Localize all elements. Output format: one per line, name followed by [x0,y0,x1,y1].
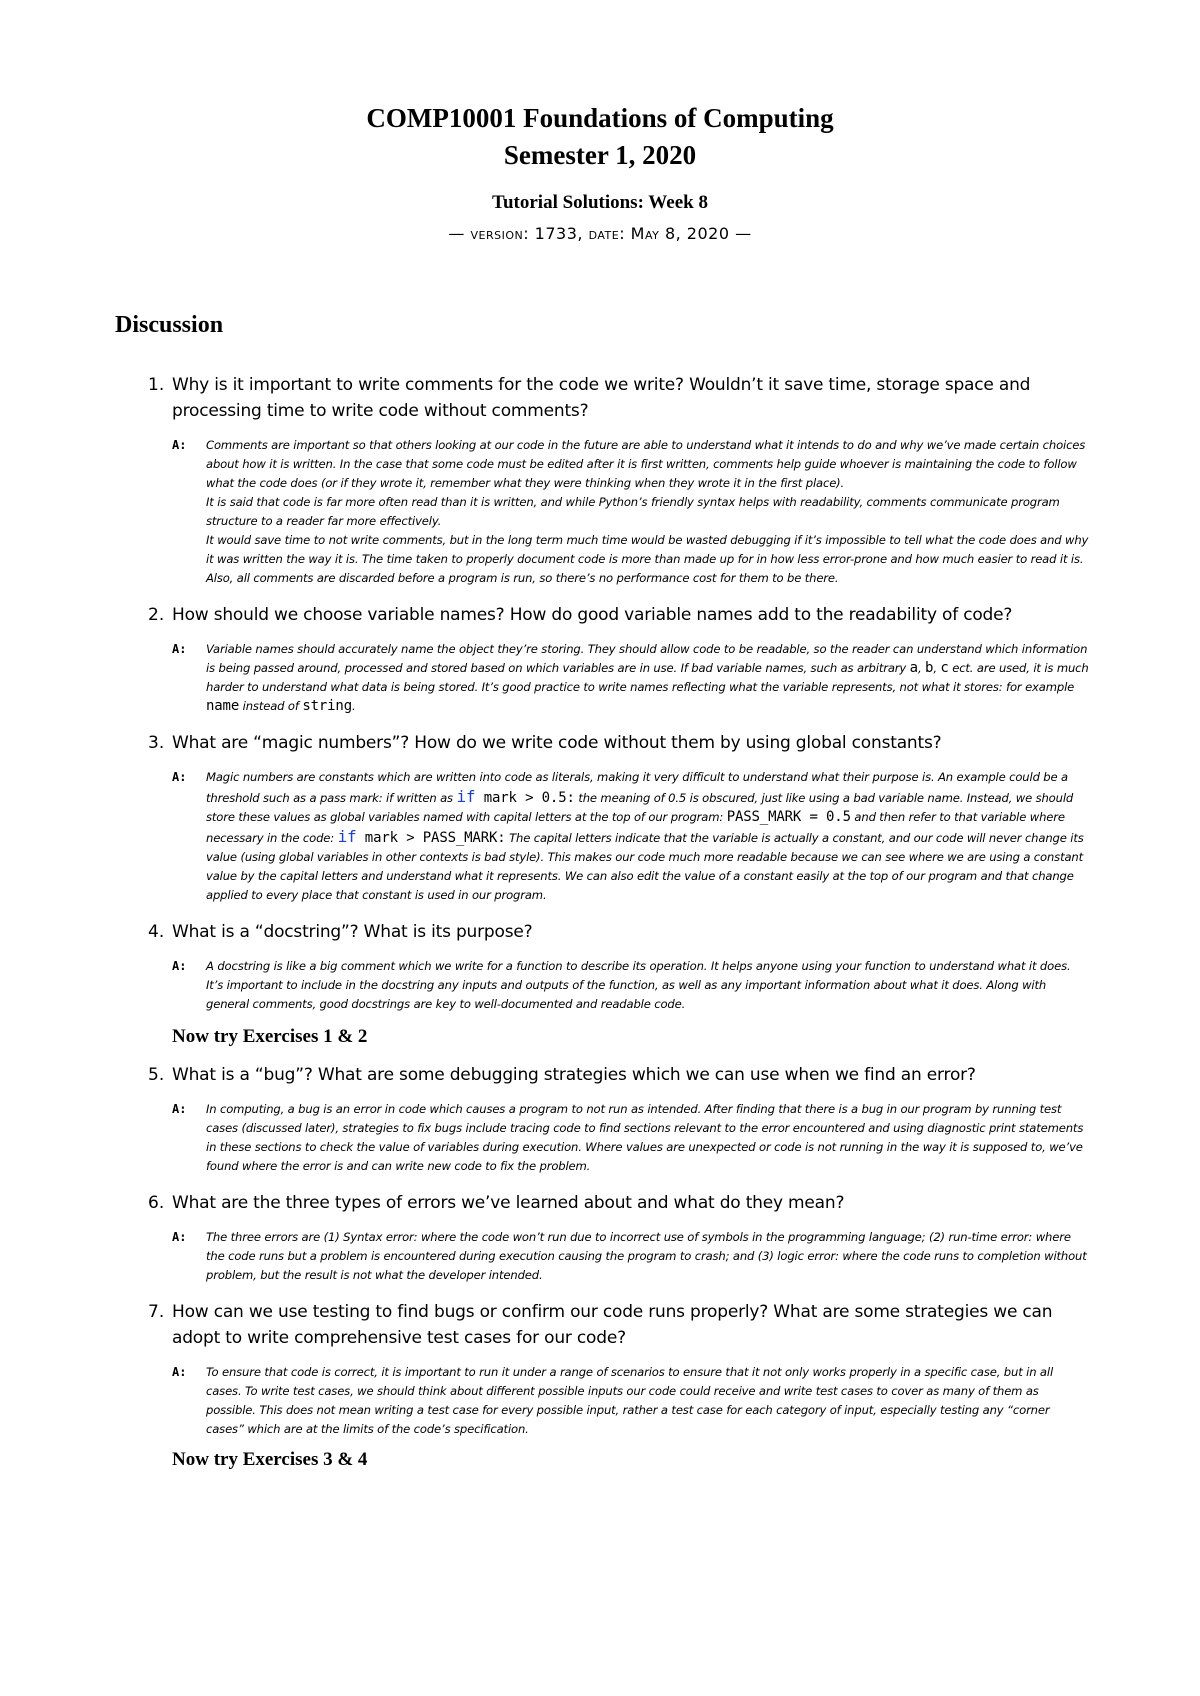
question-item [148,372,1090,588]
answer-span: instead of [239,699,303,713]
question-list [148,372,1090,1471]
answer-span: Variable names should accurately name the object they’re storing. They should allow code to be readable, so the reader can understand which information is being passed around, processed and stored based on which variables are in use. If bad variable names, such as arbitrary [206,642,1088,675]
question-item [148,1299,1090,1439]
answer-text [206,1363,1090,1439]
answer-paragraph: The three errors are (1) Syntax error: where the code won’t run due to incorrect use of symbols in the programming language; (2) run-time error: where the code runs but a problem is encountered during execution causing the program to crash; and (3) logic error: where the code runs to completion without problem, but the result is not what the developer intended. [206,1230,1087,1282]
document-header [0,100,1200,243]
answer-text [206,436,1090,588]
question-item [148,1062,1090,1176]
answer-block [172,768,1090,905]
answer-text [206,768,1090,905]
question-item [148,919,1090,1014]
answer-label: A: [172,1230,187,1244]
question-item [148,602,1090,716]
question-number: 7. [148,1302,165,1322]
answer-paragraph: It would save time to not write comments, but in the long term much time would be wasted debugging if it’s impossible to tell what the code does and why it was written the way it is. The time taken to properly document code is more than made up for in how less error-prone and how much easier to read it is. Also, all comments are discarded before a program is run, so there’s no performance cost for them to be there. [206,533,1089,585]
answer-label: A: [172,1102,187,1116]
code-var-a: a [909,660,918,676]
code-keyword-if: if [456,787,476,806]
question-number: 5. [148,1065,165,1085]
code-var-c: c [940,660,949,676]
question-text: How can we use testing to find bugs or confirm our code runs properly? What are some strategies we can adopt to write comprehensive test cases for our code? [172,1302,1053,1348]
code-condition: mark > 0.5: [475,790,575,806]
date-label: date [588,224,620,243]
answer-paragraph: Comments are important so that others looking at our code in the future are able to understand what it intends to do and why we’ve made certain choices about how it is written. In the case that some code must be edited after it is first written, comments help guide whoever is maintaining the code to follow what the code does (or if they wrote it, remember what they were thinking when they wrote it in the first place). [206,438,1086,490]
answer-span: Magic numbers are constants which are written into code as literals, making it very difficult to understand what their purpose is. An example could be a threshold such as a pass mark: if written as [206,770,1068,805]
answer-span: . [352,699,356,713]
question-number: 3. [148,733,165,753]
answer-span: and then refer to that variable where necessary in the code: [206,810,1065,845]
exercise-prompt: Now try Exercises 1 & 2 [172,1026,368,1047]
answer-label: A: [172,642,187,656]
date-value: : May 8, 2020 [619,224,730,243]
question-number: 6. [148,1193,165,1213]
question-number: 2. [148,605,165,625]
question-item [148,1190,1090,1285]
answer-block [172,436,1090,588]
exercise-prompt: Now try Exercises 3 & 4 [172,1449,368,1470]
version-line [0,224,1200,243]
question-text: What are the three types of errors we’ve learned about and what do they mean? [172,1193,845,1213]
version-number: : 1733, [523,224,589,243]
course-title: COMP10001 Foundations of Computing [366,103,834,133]
answer-block [172,1363,1090,1439]
answer-paragraph: It is said that code is far more often read than it is written, and while Python’s friendly syntax helps with readability, comments communicate program structure to a reader far more effectively. [206,495,1060,528]
answer-paragraph: A docstring is like a big comment which we write for a function to describe its operation. It helps anyone using your function to understand what it does. It’s important to include in the docstring any inputs and outputs of the function, as well as any important information about what it does. Along with general comments, good docstrings are key to well-documented and readable code. [206,959,1071,1011]
semester-title: Semester 1, 2020 [503,140,697,170]
code-name: name [206,698,240,714]
version-suffix: — [729,224,752,243]
code-pass-mark-assign: PASS_MARK = 0.5 [726,809,851,825]
answer-span: the meaning of 0.5 is obscured, just like using a bad variable name. Instead, we should store these values as global variables named with capital letters at the top of our program: [206,791,1074,824]
answer-span: , [917,661,926,675]
question-text: How should we choose variable names? How do good variable names add to the readability of code? [172,605,1013,625]
answer-span: ect. are used, it is much harder to understand what data is being stored. It’s good practice to write names reflecting what the variable represents, not what it stores: for example [206,661,1089,694]
question-text: Why is it important to write comments for the code we write? Wouldn’t it save time, storage space and processing time to write code without comments? [172,375,1031,421]
answer-span: The capital letters indicate that the variable is actually a constant, and our code will never change its value (using global variables in other contexts is bad style). This makes our code much more readable because we can see where we are using a constant value by the capital letters and understand what it represents. We can also edit the value of a constant easily at the top of our program and that change applied to every place that constant is used in our program. [206,831,1084,902]
answer-paragraph: To ensure that code is correct, it is important to run it under a range of scenarios to ensure that it not only works properly in a specific case, but in all cases. To write test cases, we should think about different possible inputs our code could receive and write test cases to cover as many of them as possible. This does not mean writing a test case for every possible input, rather a test case for each category of input, especially testing any “corner cases” which are at the limits of the code’s specification. [206,1365,1054,1436]
answer-label: A: [172,770,187,784]
code-keyword-if: if [337,827,357,846]
answer-text [206,1100,1090,1176]
question-text: What is a “bug”? What are some debugging strategies which we can use when we find an error? [172,1065,976,1085]
code-string: string [302,698,352,714]
question-number: 4. [148,922,165,942]
answer-block [172,1100,1090,1176]
answer-label: A: [172,438,187,452]
answer-block [172,640,1090,716]
answer-text [206,1228,1090,1285]
tutorial-subtitle: Tutorial Solutions: Week 8 [492,192,708,213]
code-condition: mark > PASS_MARK: [356,830,506,846]
code-var-b: b [925,660,934,676]
answer-label: A: [172,959,187,973]
answer-block [172,957,1090,1014]
question-number: 1. [148,375,165,395]
section-title-discussion: Discussion [115,312,224,338]
answer-text [206,640,1090,716]
answer-text [206,957,1090,1014]
answer-label: A: [172,1365,187,1379]
answer-paragraph: In computing, a bug is an error in code which causes a program to not run as intended. After finding that there is a bug in our program by running test cases (discussed later), strategies to fix bugs include tracing code to find sections relevant to the error encountered and using diagnostic print statements in these sections to check the value of variables during execution. Where values are unexpected or code is not running in the way it is supposed to, we’ve found where the error is and can write new code to fix the problem. [206,1102,1084,1173]
question-text: What are “magic numbers”? How do we write code without them by using global constants? [172,733,942,753]
question-text: What is a “docstring”? What is its purpose? [172,922,533,942]
version-prefix: — [448,224,471,243]
answer-span: , [933,661,941,675]
answer-block [172,1228,1090,1285]
version-label: version [470,224,524,243]
question-item [148,730,1090,905]
